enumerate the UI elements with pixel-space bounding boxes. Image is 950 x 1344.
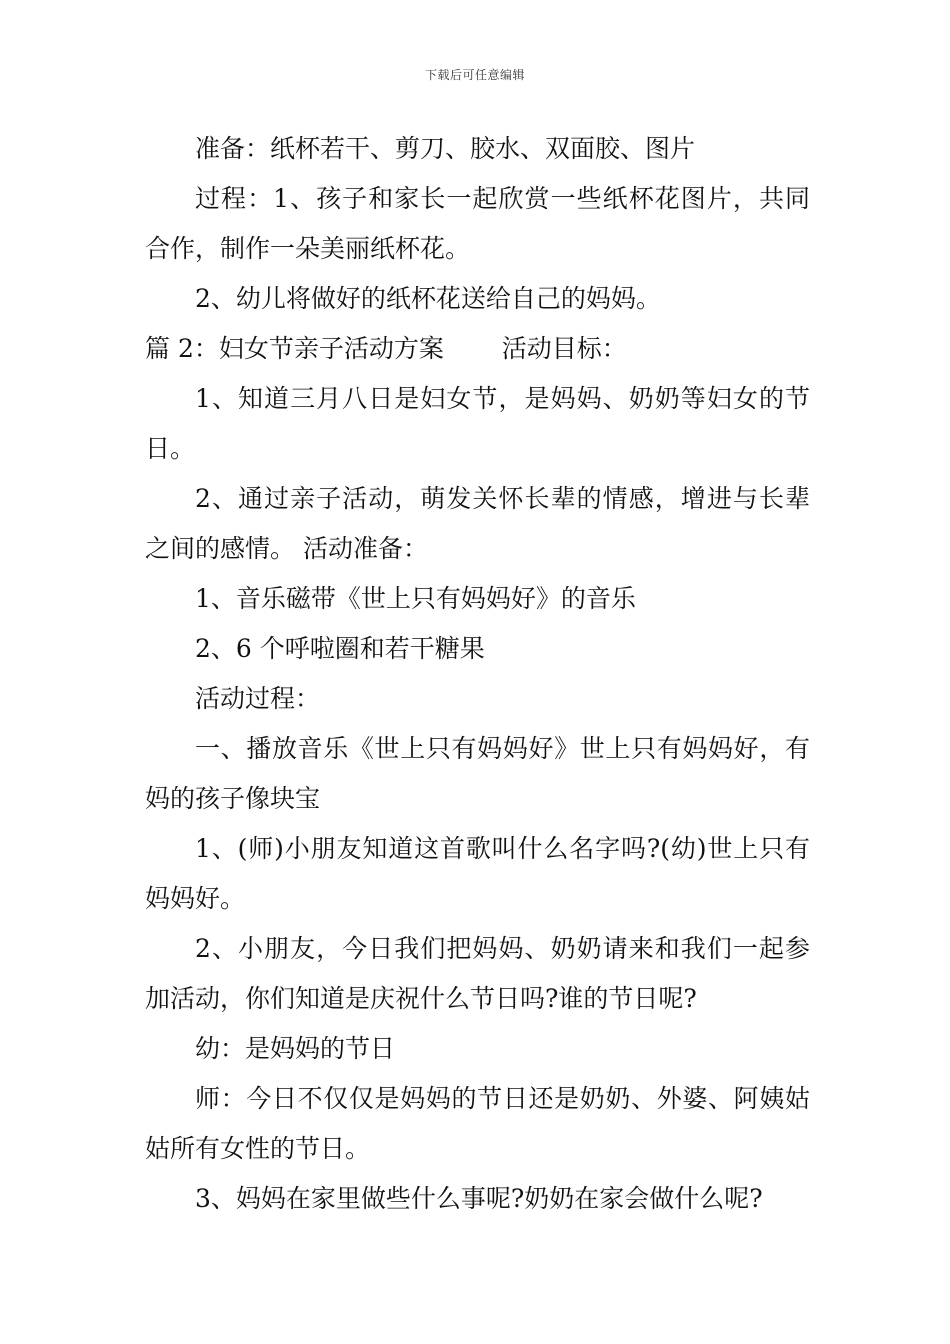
paragraph: 一、播放音乐《世上只有妈妈好》世上只有妈妈好，有妈的孩子像块宝 xyxy=(145,734,810,813)
paragraph: 2、幼儿将做好的纸杯花送给自己的妈妈。 xyxy=(195,284,661,313)
paragraph: 2、通过亲子活动，萌发关怀长辈的情感，增进与长辈之间的感情。 活动准备： xyxy=(145,484,810,563)
paragraph: 1、(师)小朋友知道这首歌叫什么名字吗?(幼)世上只有妈妈好。 xyxy=(145,834,810,913)
page-header-note: 下载后可任意编辑 xyxy=(424,68,525,82)
paragraph: 3、妈妈在家里做些什么事呢?奶奶在家会做什么呢? xyxy=(195,1184,763,1213)
paragraph: 2、6 个呼啦圈和若干糖果 xyxy=(195,634,485,663)
paragraph: 1、音乐磁带《世上只有妈妈好》的音乐 xyxy=(195,584,636,613)
document-body xyxy=(145,124,810,1224)
section-heading: 篇 2：妇女节亲子活动方案 活动目标： xyxy=(145,334,627,363)
paragraph: 师：今日不仅仅是妈妈的节日还是奶奶、外婆、阿姨姑姑所有女性的节日。 xyxy=(145,1084,810,1163)
paragraph: 幼：是妈妈的节日 xyxy=(195,1034,396,1063)
paragraph: 准备：纸杯若干、剪刀、胶水、双面胶、图片 xyxy=(195,134,696,163)
paragraph: 1、知道三月八日是妇女节，是妈妈、奶奶等妇女的节日。 xyxy=(145,384,810,463)
paragraph: 2、小朋友，今日我们把妈妈、奶奶请来和我们一起参加活动，你们知道是庆祝什么节日吗?谁的节日呢? xyxy=(145,934,810,1013)
paragraph: 过程：1、孩子和家长一起欣赏一些纸杯花图片，共同合作，制作一朵美丽纸杯花。 xyxy=(145,184,810,263)
paragraph: 活动过程： xyxy=(195,684,321,713)
